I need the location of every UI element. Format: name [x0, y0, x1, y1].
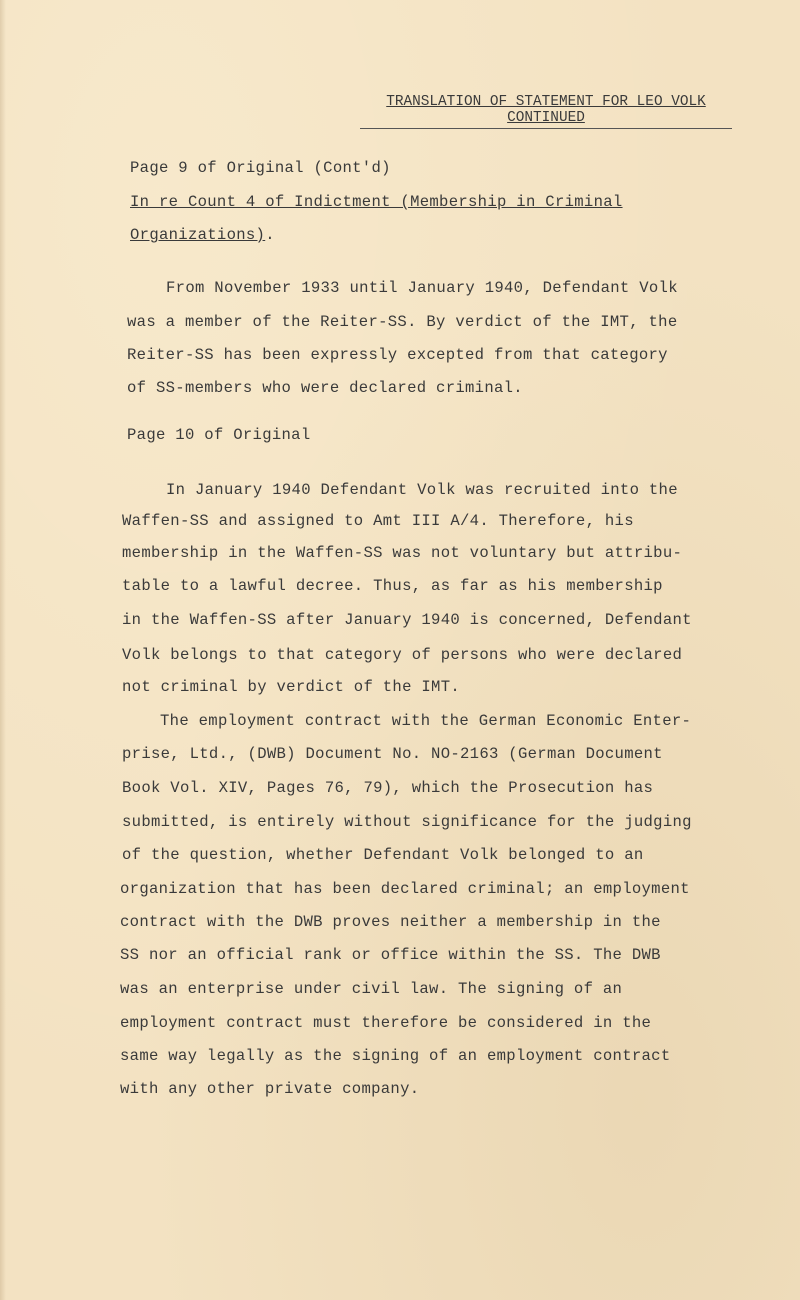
paragraph-line: prise, Ltd., (DWB) Document No. NO-2163 (German Document: [122, 745, 663, 763]
paragraph-line: not criminal by verdict of the IMT.: [122, 678, 461, 696]
paragraph-line: in the Waffen-SS after January 1940 is concerned, Defendant: [122, 611, 692, 629]
section-heading-line1: In re Count 4 of Indictment (Membership in Criminal: [130, 193, 623, 211]
document-header: [360, 94, 732, 126]
header-title: TRANSLATION OF STATEMENT FOR LEO VOLK: [386, 94, 706, 110]
paragraph-line: of the question, whether Defendant Volk belonged to an: [122, 846, 644, 864]
paragraph-line: organization that has been declared criminal; an employment: [120, 880, 690, 898]
section-heading-line2: [130, 225, 275, 245]
paragraph-line: Waffen-SS and assigned to Amt III A/4. Therefore, his: [122, 512, 634, 530]
section-heading-line2-text: Organizations): [130, 226, 266, 244]
paragraph-line: was an enterprise under civil law. The signing of an: [120, 980, 623, 998]
paragraph-line: with any other private company.: [120, 1080, 420, 1098]
page-reference-9: Page 9 of Original (Cont'd): [130, 159, 391, 177]
paragraph-line: The employment contract with the German Economic Enter-: [160, 712, 692, 730]
paper-edge-shadow: [0, 0, 6, 1300]
header-rule: [360, 128, 732, 129]
paragraph-line: SS nor an official rank or office within the SS. The DWB: [120, 946, 661, 964]
paragraph-line: table to a lawful decree. Thus, as far as his membership: [122, 577, 663, 595]
paragraph-line: membership in the Waffen-SS was not voluntary but attribu-: [122, 544, 683, 562]
section-heading-line2-end: .: [265, 226, 275, 244]
paragraph-line: In January 1940 Defendant Volk was recruited into the: [166, 481, 678, 499]
paragraph-line: Reiter-SS has been expressly excepted from that category: [127, 346, 668, 364]
page-reference-10: Page 10 of Original: [127, 426, 311, 444]
paragraph-line: Book Vol. XIV, Pages 76, 79), which the Prosecution has: [122, 779, 654, 797]
header-continued: CONTINUED: [507, 110, 585, 126]
paragraph-line: Volk belongs to that category of persons who were declared: [122, 646, 683, 664]
paragraph-line: submitted, is entirely without significance for the judging: [122, 813, 692, 831]
paragraph-line: contract with the DWB proves neither a membership in the: [120, 913, 661, 931]
paragraph-line: From November 1933 until January 1940, Defendant Volk: [166, 279, 678, 297]
paragraph-line: of SS-members who were declared criminal.: [127, 379, 523, 397]
paragraph-line: same way legally as the signing of an employment contract: [120, 1047, 671, 1065]
paragraph-line: was a member of the Reiter-SS. By verdict of the IMT, the: [127, 313, 678, 331]
paragraph-line: employment contract must therefore be considered in the: [120, 1014, 652, 1032]
